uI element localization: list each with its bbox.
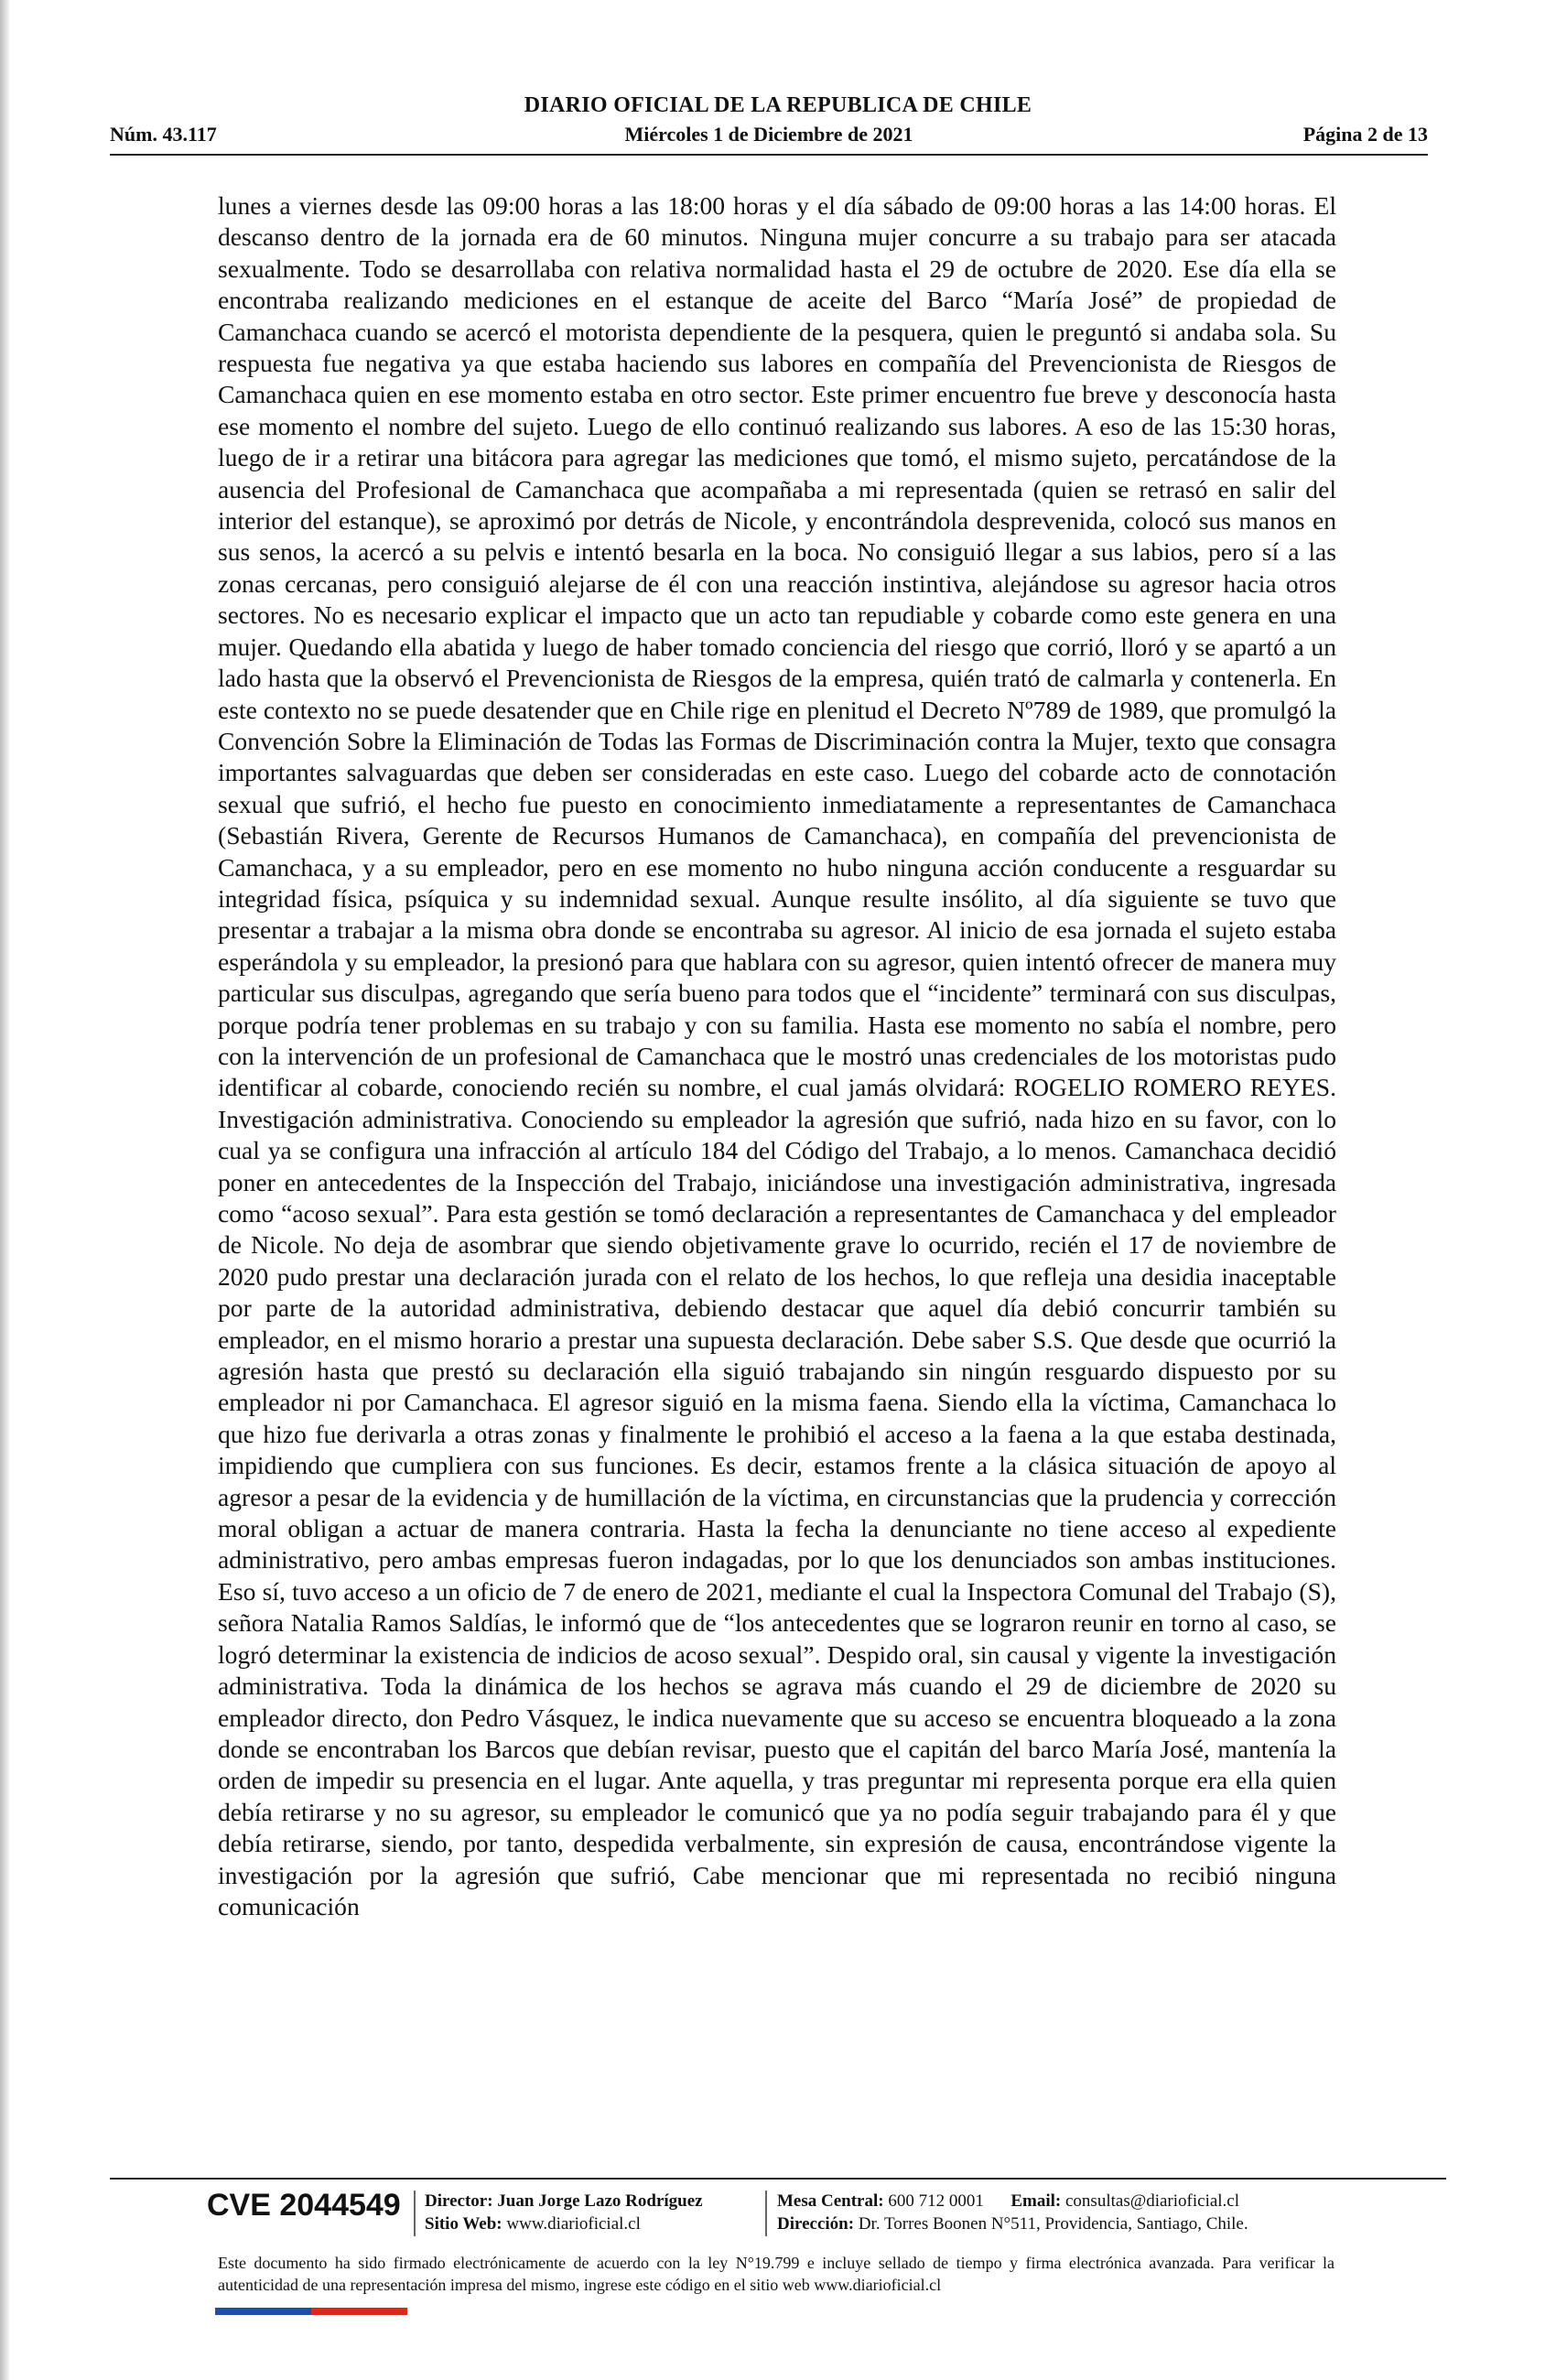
chile-flag-stripe bbox=[215, 2308, 407, 2315]
footer-director-line bbox=[425, 2190, 703, 2212]
cve-code: CVE 2044549 bbox=[207, 2188, 401, 2223]
header-row bbox=[110, 119, 1428, 150]
body-paragraph: lunes a viernes desde las 09:00 horas a las 18:00 horas y el día sábado de 09:00 horas a las 14:00 horas. El descanso dentro de la jornada era de 60 minutos. Ninguna mujer concurre a su trabajo para ser atacada sexualmente. Todo se desarrollaba con relativa normalidad hasta el 29 de octubre de 2020. Ese día ella se encontraba realizando mediciones en el estanque de aceite del Barco “María José” de propiedad de Camanchaca cuando se acercó el motorista dependiente de la pesquera, quien le preguntó si andaba sola. Su respuesta fue negativa ya que estaba haciendo sus labores en compañía del Prevencionista de Riesgos de Camanchaca quien en ese momento estaba en otro sector. Este primer encuentro fue breve y desconocía hasta ese momento el nombre del sujeto. Luego de ello continuó realizando sus labores. A eso de las 15:30 horas, luego de ir a retirar una bitácora para agregar las mediciones que tomó, el mismo sujeto, percatándose de la ausencia del Profesional de Camanchaca que acompañaba a mi representada (quien se retrasó en salir del interior del estanque), se aproximó por detrás de Nicole, y encontrándola desprevenida, colocó sus manos en sus senos, la acercó a su pelvis e intentó besarla en la boca. No consiguió llegar a sus labios, pero sí a las zonas cercanas, pero consiguió alejarse de él con una reacción instintiva, alejándose su agresor hacia otros sectores. No es necesario explicar el impacto que un acto tan repudiable y cobarde como este genera en una mujer. Quedando ella abatida y luego de haber tomado conciencia del riesgo que corrió, lloró y se apartó a un lado hasta que la observó el Prevencionista de Riesgos de la empresa, quién trató de calmarla y contenerla. En este contexto no se puede desatender que en Chile rige en plenitud el Decreto Nº789 de 1989, que promulgó la Convención Sobre la Eliminación de Todas las Formas de Discriminación contra la Mujer, texto que consagra importantes salvaguardas que deben ser consideradas en este caso. Luego del cobarde acto de connotación sexual que sufrió, el hecho fue puesto en conocimiento inmediatamente a representantes de Camanchaca (Sebastián Rivera, Gerente de Recursos Humanos de Camanchaca), en compañía del prevencionista de Camanchaca, y a su empleador, pero en ese momento no hubo ninguna acción conducente a resguardar su integridad física, psíquica y su indemnidad sexual. Aunque resulte insólito, al día siguiente se tuvo que presentar a trabajar a la misma obra donde se encontraba su agresor. Al inicio de esa jornada el sujeto estaba esperándola y su empleador, la presionó para que hablara con su agresor, quien intentó ofrecer de manera muy particular sus disculpas, agregando que sería bueno para todos que el “incidente” terminará con sus disculpas, porque podría tener problemas en su trabajo y con su familia. Hasta ese momento no sabía el nombre, pero con la intervención de un profesional de Camanchaca que le mostró unas credenciales de los motoristas pudo identificar al cobarde, conociendo recién su nombre, el cual jamás olvidará: ROGELIO ROMERO REYES. Investigación administrativa. Conociendo su empleador la agresión que sufrió, nada hizo en su favor, con lo cual ya se configura una infracción al artículo 184 del Código del Trabajo, a lo menos. Camanchaca decidió poner en antecedentes de la Inspección del Trabajo, iniciándose una investigación administrativa, ingresada como “acoso sexual”. Para esta gestión se tomó declaración a representantes de Camanchaca y del empleador de Nicole. No deja de asombrar que siendo objetivamente grave lo ocurrido, recién el 17 de noviembre de 2020 pudo prestar una declaración jurada con el relato de los hechos, lo que refleja una desidia inaceptable por parte de la autoridad administrativa, debiendo destacar que aquel día debió concurrir también su empleador, en el mismo horario a prestar una supuesta declaración. Debe saber S.S. Que desde que ocurrió la agresión hasta que prestó su declaración ella siguió trabajando sin ningún resguardo dispuesto por su empleador ni por Camanchaca. El agresor siguió en la misma faena. Siendo ella la víctima, Camanchaca lo que hizo fue derivarla a otras zonas y finalmente le prohibió el acceso a la faena a la que estaba destinada, impidiendo que cumpliera con sus funciones. Es decir, estamos frente a la clásica situación de apoyo al agresor a pesar de la evidencia y de humillación de la víctima, en circunstancias que la prudencia y corrección moral obligan a actuar de manera contraria. Hasta la fecha la denunciante no tiene acceso al expediente administrativo, pero ambas empresas fueron indagadas, por lo que los denunciados son ambas instituciones. Eso sí, tuvo acceso a un oficio de 7 de enero de 2021, mediante el cual la Inspectora Comunal del Trabajo (S), señora Natalia Ramos Saldías, le informó que de “los antecedentes que se lograron reunir en torno al caso, se logró determinar la existencia de indicios de acoso sexual”. Despido oral, sin causal y vigente la investigación administrativa. Toda la dinámica de los hechos se agrava más cuando el 29 de diciembre de 2020 su empleador directo, don Pedro Vásquez, le indica nuevamente que su acceso se encuentra bloqueado a la zona donde se encontraban los Barcos que debían revisar, puesto que el capitán del barco María José, mantenía la orden de impedir su presencia en el lugar. Ante aquella, y tras preguntar mi representa porque era ella quien debía retirarse y no su agresor, su empleador le comunicó que ya no podía seguir trabajando para él y que debía retirarse, siendo, por tanto, despedida verbalmente, sin expresión de causa, encontrándose vigente la investigación por la agresión que sufrió, Cabe mencionar que mi representada no recibió ninguna comunicación bbox=[218, 191, 1336, 1920]
web-label: Sitio Web: bbox=[425, 2214, 502, 2234]
issue-date: Miércoles 1 de Diciembre de 2021 bbox=[624, 123, 913, 146]
footer-director-block bbox=[425, 2190, 703, 2235]
email-link[interactable]: consultas@diarioficial.cl bbox=[1065, 2191, 1240, 2211]
footer-central-line bbox=[777, 2190, 1248, 2212]
flag-stripe-red bbox=[311, 2308, 407, 2315]
footer-separator bbox=[765, 2191, 767, 2236]
footer-divider bbox=[110, 2178, 1446, 2180]
gazette-title: DIARIO OFICIAL DE LA REPUBLICA DE CHILE bbox=[524, 93, 1032, 117]
central-label: Mesa Central: bbox=[777, 2191, 884, 2211]
footer-separator bbox=[414, 2191, 416, 2236]
page-number: Página 2 de 13 bbox=[1302, 123, 1428, 146]
central-phone: 600 712 0001 bbox=[888, 2191, 984, 2211]
flag-stripe-blue bbox=[215, 2308, 311, 2315]
address-value: Dr. Torres Boonen N°511, Providencia, Santiago, Chile. bbox=[858, 2214, 1248, 2234]
signature-disclaimer: Este documento ha sido firmado electrónicamente de acuerdo con la ley N°19.799 e incluye sellado de tiempo y firma electrónica avanzada. Para verificar la autenticidad de una representación impresa del mismo, ingrese este código en el sitio web www.diarioficial.cl bbox=[218, 2254, 1334, 2294]
web-link[interactable]: www.diarioficial.cl bbox=[506, 2214, 641, 2234]
email-label: Email: bbox=[1010, 2191, 1062, 2211]
director-name: Juan Jorge Lazo Rodríguez bbox=[497, 2191, 703, 2211]
footer-contact-block bbox=[777, 2190, 1248, 2235]
header-divider bbox=[110, 154, 1428, 156]
address-label: Dirección: bbox=[777, 2214, 855, 2234]
footer-address-line bbox=[777, 2212, 1248, 2235]
footer-web-line bbox=[425, 2212, 703, 2235]
director-label: Director: bbox=[425, 2191, 493, 2211]
page-scan-edge bbox=[0, 0, 9, 2380]
issue-number: Núm. 43.117 bbox=[110, 123, 217, 146]
